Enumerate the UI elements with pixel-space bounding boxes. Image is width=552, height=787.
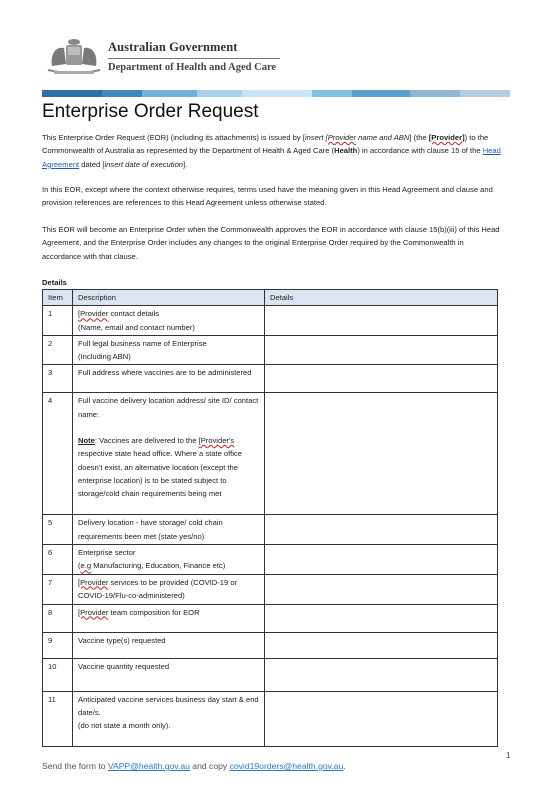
details-input-cell[interactable] [265,574,498,604]
item-description: [Provider contact details (Name, email and contact number) [73,306,265,336]
head-agreement-link[interactable]: Head Agreement [42,146,501,169]
document-title: Enterprise Order Request [42,101,259,122]
header-details: Details [265,290,498,306]
table-row [43,515,498,545]
table-row [43,632,498,658]
color-bar-segment [312,90,352,97]
details-input-cell[interactable] [265,306,498,336]
color-bar-segment [142,90,197,97]
item-description: Enterprise sector (e.g Manufacturing, Education, Finance etc) [73,545,265,575]
details-input-cell[interactable] [265,545,498,575]
details-input-cell[interactable] [265,365,498,393]
email-link-covid-orders[interactable]: covid19orders@health.gov.au [229,761,344,771]
details-input-cell[interactable] [265,691,498,746]
color-bar-segment [460,90,510,97]
item-description: Full legal business name of Enterprise (Including ABN) [73,335,265,365]
item-description: Vaccine quantity requested [73,658,265,691]
item-number: 3 [43,365,73,393]
intro-paragraph-1: This Enterprise Order Request (EOR) (including its attachments) is issued by [insert [Provider name and ABN] (the [Provider]) to the Commonwealth of Australia as represented by the Department of Health & Aged Care (Health) in accordance with clause 15 of the Head Agreement dated [insert date of execution]. [42,133,501,169]
color-bar-segment [242,90,312,97]
government-name: Australian Government [108,40,238,54]
details-input-cell[interactable] [265,658,498,691]
item-number: 10 [43,658,73,691]
table-row [43,306,498,336]
item-number: 5 [43,515,73,545]
header-divider [108,58,280,59]
intro-paragraph-2: In this EOR, except where the context otherwise requires, terms used have the meaning given in this Head Agreement and clause and provision references are references to this Head Agreement unless otherwise stated. [42,185,493,208]
color-bar-segment [42,90,102,97]
footer-note: Send the form to VAPP@health.gov.au and copy covid19orders@health.gov.au. [42,761,346,771]
table-header-row [43,290,498,306]
details-input-cell[interactable] [265,335,498,365]
page-number: 1 [506,751,511,760]
table-row [43,365,498,393]
table-row [43,658,498,691]
item-number: 7 [43,574,73,604]
details-input-cell[interactable] [265,632,498,658]
item-number: 8 [43,604,73,632]
department-name: Department of Health and Aged Care [108,62,277,73]
table-row [43,604,498,632]
color-bar-segment [197,90,242,97]
coat-of-arms-icon [44,36,104,78]
table-row [43,335,498,365]
details-label: Details [42,278,67,287]
color-bar-segment [410,90,460,97]
item-description: [Provider services to be provided (COVID-19 or COVID-19/Flu-co-administered) [73,574,265,604]
details-input-cell[interactable] [265,515,498,545]
details-input-cell[interactable] [265,604,498,632]
item-number: 1 [43,306,73,336]
table-row [43,393,498,515]
item-number: 9 [43,632,73,658]
gov-header [44,36,284,82]
table-row [43,691,498,746]
item-number: 6 [43,545,73,575]
item-description: Vaccine type(s) requested [73,632,265,658]
details-table [42,289,498,747]
item-number: 2 [43,335,73,365]
decorative-color-bar [42,90,510,97]
item-description: Full vaccine delivery location address/ site ID/ contact name: Note: Vaccines are delivered to the [Provider's respective state head office. Where a state office doesn’t exist, an alternative location (except the enterprise location) is to be stated subject to storage/cold chain requirements being met [73,393,265,515]
item-number: 11 [43,691,73,746]
header-description: Description [73,290,265,306]
details-input-cell[interactable] [265,393,498,515]
email-link-vapp[interactable]: VAPP@health.gov.au [107,761,190,771]
color-bar-segment [102,90,142,97]
item-description: Full address where vaccines are to be administered [73,365,265,393]
color-bar-segment [352,90,410,97]
item-description: [Provider team composition for EOR [73,604,265,632]
item-description: Delivery location - have storage/ cold chain requirements been met (state yes/no) [73,515,265,545]
item-number: 4 [43,393,73,515]
table-row [43,545,498,575]
table-row [43,574,498,604]
intro-paragraph-3: This EOR will become an Enterprise Order when the Commonwealth approves the EOR in accordance with clause 15(b)(iii) of this Head Agreement, and the Enterprise Order includes any changes to the original Enterprise Order required by the Commonwealth in accordance with that clause. [42,225,500,261]
header-item: Item [43,290,73,306]
item-description: Anticipated vaccine services business day start & end date/s. (do not state a month only). [73,691,265,746]
